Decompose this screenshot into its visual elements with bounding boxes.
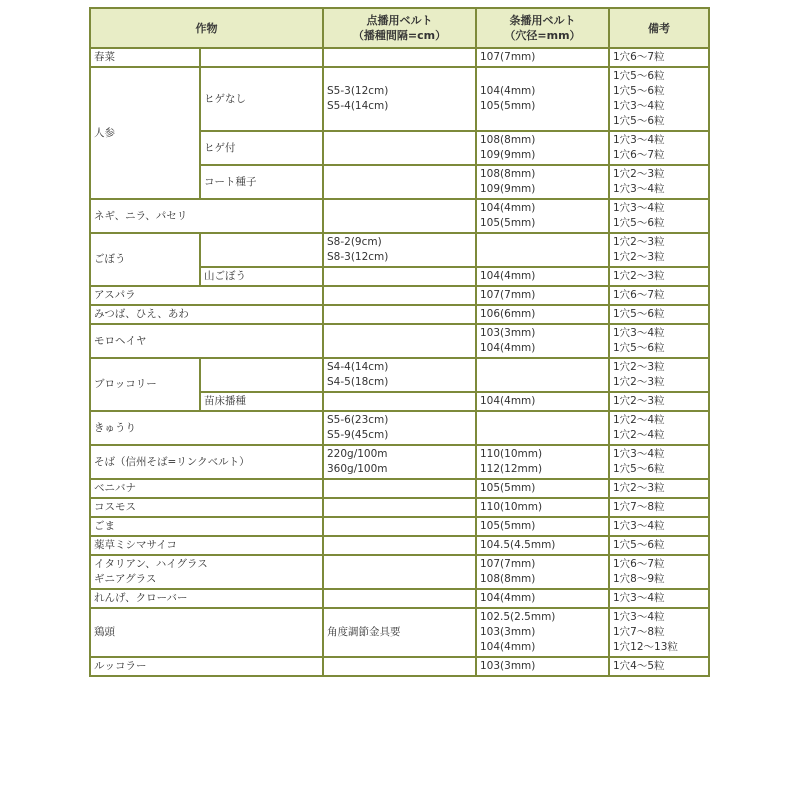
dot-belt-cell: S5-3(12cm) S5-4(14cm)	[323, 67, 476, 131]
crop-cell: ごぼう	[90, 233, 200, 286]
crop-cell: ネギ、ニラ、パセリ	[90, 199, 323, 233]
row-belt-cell: 104(4mm)	[476, 589, 609, 608]
dot-belt-cell	[323, 517, 476, 536]
dot-belt-cell	[323, 267, 476, 286]
table-row	[90, 517, 709, 536]
remarks-cell: 1穴3～4粒 1穴6～7粒	[609, 131, 709, 165]
remarks-cell: 1穴3～4粒	[609, 589, 709, 608]
dot-belt-cell: 角度調節金具要	[323, 608, 476, 657]
table-row	[90, 358, 709, 392]
table-row	[90, 536, 709, 555]
table-row	[90, 608, 709, 657]
remarks-cell: 1穴5～6粒	[609, 536, 709, 555]
row-belt-cell: 104(4mm) 105(5mm)	[476, 199, 609, 233]
dot-belt-cell	[323, 479, 476, 498]
header-remarks: 備考	[609, 8, 709, 48]
row-belt-cell: 103(3mm) 104(4mm)	[476, 324, 609, 358]
row-belt-cell: 110(10mm) 112(12mm)	[476, 445, 609, 479]
crop-cell: コスモス	[90, 498, 323, 517]
remarks-cell: 1穴5～6粒	[609, 305, 709, 324]
remarks-cell: 1穴2～3粒 1穴2～3粒	[609, 233, 709, 267]
table-row	[90, 48, 709, 67]
table-row	[90, 445, 709, 479]
row-belt-cell: 104.5(4.5mm)	[476, 536, 609, 555]
table-row	[90, 305, 709, 324]
table-row	[90, 589, 709, 608]
dot-belt-cell	[323, 536, 476, 555]
crop-cell: ごま	[90, 517, 323, 536]
table-row	[90, 67, 709, 131]
variant-cell	[200, 233, 323, 267]
crop-cell: ベニバナ	[90, 479, 323, 498]
row-belt-cell: 103(3mm)	[476, 657, 609, 676]
remarks-cell: 1穴4～5粒	[609, 657, 709, 676]
remarks-cell: 1穴6～7粒 1穴8～9粒	[609, 555, 709, 589]
remarks-cell: 1穴2～3粒	[609, 392, 709, 411]
table-row	[90, 233, 709, 267]
dot-belt-cell	[323, 286, 476, 305]
crop-cell: みつば、ひえ、あわ	[90, 305, 323, 324]
remarks-cell: 1穴3～4粒 1穴5～6粒	[609, 445, 709, 479]
row-belt-cell: 105(5mm)	[476, 479, 609, 498]
dot-belt-cell	[323, 199, 476, 233]
table-row	[90, 411, 709, 445]
remarks-cell: 1穴2～3粒	[609, 267, 709, 286]
variant-cell	[200, 358, 323, 392]
dot-belt-cell	[323, 48, 476, 67]
seed-belt-table	[89, 7, 710, 677]
remarks-cell: 1穴3～4粒 1穴5～6粒	[609, 199, 709, 233]
crop-cell: アスパラ	[90, 286, 323, 305]
dot-belt-cell	[323, 498, 476, 517]
remarks-cell: 1穴5～6粒 1穴5～6粒 1穴3～4粒 1穴5～6粒	[609, 67, 709, 131]
table-row	[90, 498, 709, 517]
dot-belt-cell	[323, 305, 476, 324]
variant-cell	[200, 48, 323, 67]
dot-belt-cell: S4-4(14cm) S4-5(18cm)	[323, 358, 476, 392]
row-belt-cell: 104(4mm) 105(5mm)	[476, 67, 609, 131]
row-belt-cell	[476, 233, 609, 267]
header-crop: 作物	[90, 8, 323, 48]
row-belt-cell	[476, 358, 609, 392]
dot-belt-cell: S5-6(23cm) S5-9(45cm)	[323, 411, 476, 445]
crop-cell: イタリアン、ハイグラス ギニアグラス	[90, 555, 323, 589]
crop-cell: れんげ、クローバー	[90, 589, 323, 608]
dot-belt-cell: S8-2(9cm) S8-3(12cm)	[323, 233, 476, 267]
row-belt-cell: 108(8mm) 109(9mm)	[476, 131, 609, 165]
table-row	[90, 324, 709, 358]
remarks-cell: 1穴2～3粒 1穴3～4粒	[609, 165, 709, 199]
crop-cell: 薬草ミシマサイコ	[90, 536, 323, 555]
remarks-cell: 1穴2～3粒	[609, 479, 709, 498]
dot-belt-cell: 220g/100m 360g/100m	[323, 445, 476, 479]
table-row	[90, 555, 709, 589]
row-belt-cell: 104(4mm)	[476, 392, 609, 411]
crop-cell: ルッコラー	[90, 657, 323, 676]
dot-belt-cell	[323, 392, 476, 411]
variant-cell: ヒゲ付	[200, 131, 323, 165]
row-belt-cell: 107(7mm)	[476, 286, 609, 305]
table-row	[90, 657, 709, 676]
crop-cell: 春菜	[90, 48, 200, 67]
dot-belt-cell	[323, 657, 476, 676]
table-row	[90, 199, 709, 233]
row-belt-cell: 108(8mm) 109(9mm)	[476, 165, 609, 199]
row-belt-cell: 105(5mm)	[476, 517, 609, 536]
variant-cell: 苗床播種	[200, 392, 323, 411]
crop-cell: きゅうり	[90, 411, 323, 445]
dot-belt-cell	[323, 555, 476, 589]
remarks-cell: 1穴3～4粒	[609, 517, 709, 536]
variant-cell: 山ごぼう	[200, 267, 323, 286]
variant-cell: ヒゲなし	[200, 67, 323, 131]
dot-belt-cell	[323, 589, 476, 608]
remarks-cell: 1穴6～7粒	[609, 48, 709, 67]
row-belt-cell: 106(6mm)	[476, 305, 609, 324]
crop-cell: 人参	[90, 67, 200, 199]
row-belt-cell: 107(7mm) 108(8mm)	[476, 555, 609, 589]
crop-cell: 鶏頭	[90, 608, 323, 657]
remarks-cell: 1穴7～8粒	[609, 498, 709, 517]
remarks-cell: 1穴6～7粒	[609, 286, 709, 305]
remarks-cell: 1穴2～4粒 1穴2～4粒	[609, 411, 709, 445]
table-row	[90, 479, 709, 498]
remarks-cell: 1穴3～4粒 1穴7～8粒 1穴12～13粒	[609, 608, 709, 657]
row-belt-cell: 104(4mm)	[476, 267, 609, 286]
remarks-cell: 1穴2～3粒 1穴2～3粒	[609, 358, 709, 392]
variant-cell: コート種子	[200, 165, 323, 199]
dot-belt-cell	[323, 131, 476, 165]
crop-cell: モロヘイヤ	[90, 324, 323, 358]
remarks-cell: 1穴3～4粒 1穴5～6粒	[609, 324, 709, 358]
crop-cell: ブロッコリー	[90, 358, 200, 411]
row-belt-cell	[476, 411, 609, 445]
header-dot-belt: 点播用ベルト （播種間隔=cm）	[323, 8, 476, 48]
header-row	[90, 8, 709, 48]
crop-cell: そば（信州そば=リンクベルト）	[90, 445, 323, 479]
dot-belt-cell	[323, 165, 476, 199]
dot-belt-cell	[323, 324, 476, 358]
table-row	[90, 286, 709, 305]
row-belt-cell: 110(10mm)	[476, 498, 609, 517]
row-belt-cell: 107(7mm)	[476, 48, 609, 67]
row-belt-cell: 102.5(2.5mm) 103(3mm) 104(4mm)	[476, 608, 609, 657]
header-row-belt: 条播用ベルト （穴径=mm）	[476, 8, 609, 48]
